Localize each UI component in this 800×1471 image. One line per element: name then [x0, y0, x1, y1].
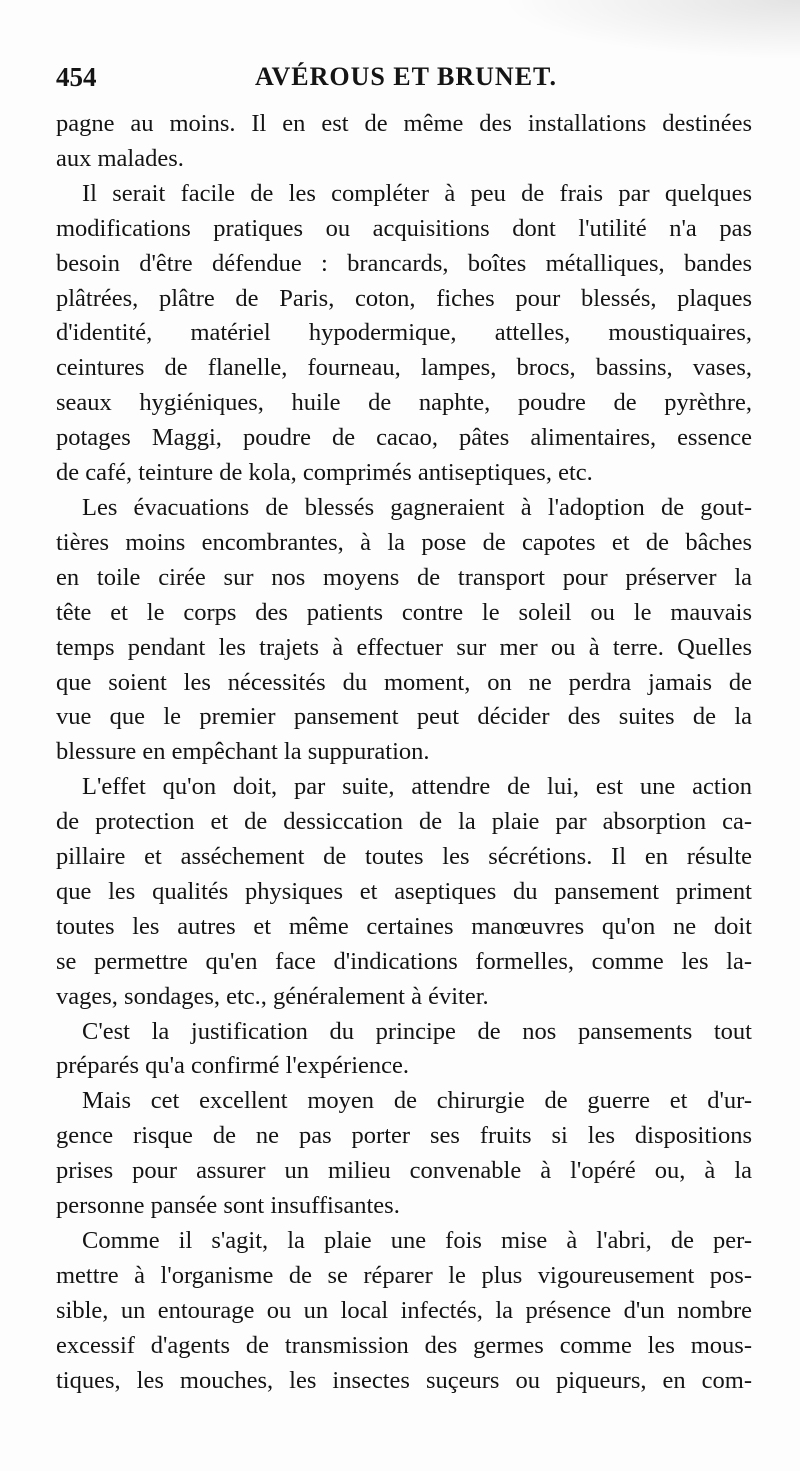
text-line: plâtrées, plâtre de Paris, coton, fiches pour blessés, plaques	[56, 284, 752, 312]
text-line: tiques, les mouches, les insectes suçeurs ou piqueurs, en com-	[56, 1366, 752, 1394]
text-line: toutes les autres et même certaines manœuvres qu'on ne doit	[56, 912, 752, 940]
page-header	[56, 62, 756, 102]
text-line: Les évacuations de blessés gagneraient à l'adoption de gout-	[82, 493, 752, 521]
text-line: C'est la justification du principe de nos pansements tout	[82, 1017, 752, 1045]
body-text	[56, 107, 752, 1399]
text-line: mettre à l'organisme de se réparer le plus vigoureusement pos-	[56, 1261, 752, 1289]
text-line: temps pendant les trajets à effectuer sur mer ou à terre. Quelles	[56, 633, 752, 661]
text-line: d'identité, matériel hypodermique, attelles, moustiquaires,	[56, 319, 752, 347]
text-line: blessure en empêchant la suppuration.	[56, 738, 430, 766]
text-line: préparés qu'a confirmé l'expérience.	[56, 1052, 410, 1080]
text-line: vue que le premier pansement peut décider des suites de la	[56, 703, 752, 731]
text-line: potages Maggi, poudre de cacao, pâtes alimentaires, essence	[56, 424, 752, 452]
text-line: en toile cirée sur nos moyens de transport pour préserver la	[56, 563, 752, 591]
text-line: prises pour assurer un milieu convenable à l'opéré ou, à la	[56, 1157, 752, 1185]
text-line: Comme il s'agit, la plaie une fois mise à l'abri, de per-	[82, 1227, 752, 1254]
text-line: se permettre qu'en face d'indications formelles, comme les la-	[56, 947, 752, 975]
running-head: AVÉROUS ET BRUNET.	[255, 62, 557, 91]
text-line: de café, teinture de kola, comprimés antiseptiques, etc.	[56, 459, 593, 487]
text-line: que les qualités physiques et aseptiques du pansement priment	[56, 877, 752, 905]
text-line: vages, sondages, etc., généralement à éviter.	[56, 982, 489, 1010]
text-line: pillaire et asséchement de toutes les sécrétions. Il en résulte	[56, 843, 752, 871]
text-line: de protection et de dessiccation de la plaie par absorption ca-	[56, 808, 752, 836]
text-line: besoin d'être défendue : brancards, boîtes métalliques, bandes	[56, 249, 752, 277]
text-line: que soient les nécessités du moment, on ne perdra jamais de	[56, 668, 752, 696]
text-line: excessif d'agents de transmission des germes comme les mous-	[56, 1331, 752, 1359]
text-line: personne pansée sont insuffisantes.	[56, 1192, 400, 1220]
text-line: pagne au moins. Il en est de même des installations destinées	[56, 110, 752, 137]
text-line: sible, un entourage ou un local infectés, la présence d'un nombre	[56, 1296, 752, 1324]
text-line: ceintures de flanelle, fourneau, lampes, brocs, bassins, vases,	[56, 354, 752, 382]
text-line: aux malades.	[56, 144, 184, 172]
text-line: tières moins encombrantes, à la pose de capotes et de bâches	[56, 528, 752, 556]
text-line: tête et le corps des patients contre le soleil ou le mauvais	[56, 598, 752, 626]
scan-shadow	[500, 0, 800, 60]
text-line: modifications pratiques ou acquisitions dont l'utilité n'a pas	[56, 214, 752, 242]
text-line: seaux hygiéniques, huile de naphte, poudre de pyrèthre,	[56, 389, 752, 417]
page-number: 454	[56, 62, 97, 92]
text-line: Mais cet excellent moyen de chirurgie de guerre et d'ur-	[82, 1087, 752, 1115]
text-line: L'effet qu'on doit, par suite, attendre de lui, est une action	[82, 773, 752, 801]
text-line: gence risque de ne pas porter ses fruits si les dispositions	[56, 1122, 752, 1150]
text-line: Il serait facile de les compléter à peu de frais par quelques	[82, 179, 752, 207]
